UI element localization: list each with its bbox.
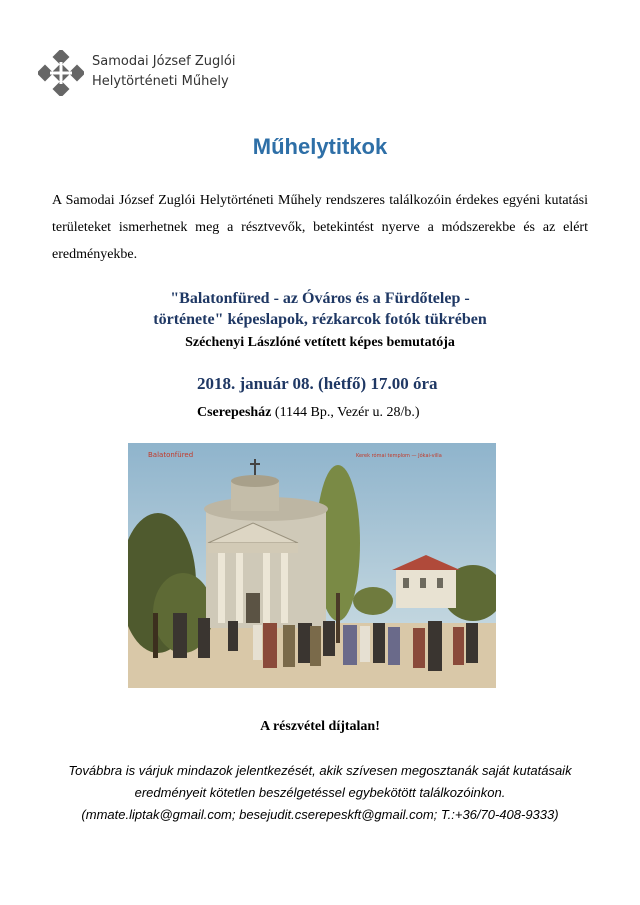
event-datetime: 2018. január 08. (hétfő) 17.00 óra	[197, 374, 438, 393]
organization-name	[92, 52, 235, 92]
workshop-logo-icon	[38, 50, 84, 96]
lecture-title-line1: "Balatonfüred - az Óváros és a Fürdőtelep -	[170, 290, 470, 307]
presenter-line: Széchenyi Lászlóné vetített képes bemutatója	[185, 335, 455, 350]
postcard-caption-left: Balatonfüred	[148, 451, 194, 459]
postcard-caption-right: Kerek római templom — Jókai-villa	[356, 453, 442, 459]
venue-name: Cserepesház	[197, 405, 272, 420]
organization-name-line1: Samodai József Zuglói	[92, 54, 236, 69]
closing-text	[0, 760, 640, 826]
lecture-title-line2: története" képeslapok, rézkarcok fotók tükrében	[153, 311, 487, 328]
page-title: Műhelytitkok	[252, 134, 388, 159]
closing-line2: eredményeit kötetlen beszélgetéssel egybekötött találkozóinkon.	[134, 785, 506, 800]
lecture-title	[0, 288, 640, 330]
intro-paragraph: A Samodai József Zuglói Helytörténeti Műhely rendszeres találkozóin érdekes egyéni kutatási területeket ismerhetnek meg a résztvevők, betekintést nyerve a módszerekbe és az elért eredményekbe.	[52, 193, 588, 262]
closing-line1: Továbbra is várjuk mindazok jelentkezését, akik szívesen megosztanák saját kutatásaik	[68, 763, 572, 778]
organization-name-line2: Helytörténeti Műhely	[92, 74, 229, 89]
free-entry-notice: A részvétel díjtalan!	[260, 719, 380, 734]
postcard-image	[128, 443, 496, 688]
contact-line: (mmate.liptak@gmail.com; besejudit.cserepeskft@gmail.com; T.:+36/70-408-9333)	[81, 807, 559, 822]
event-venue	[197, 405, 420, 421]
venue-address: (1144 Bp., Vezér u. 28/b.)	[271, 405, 420, 420]
